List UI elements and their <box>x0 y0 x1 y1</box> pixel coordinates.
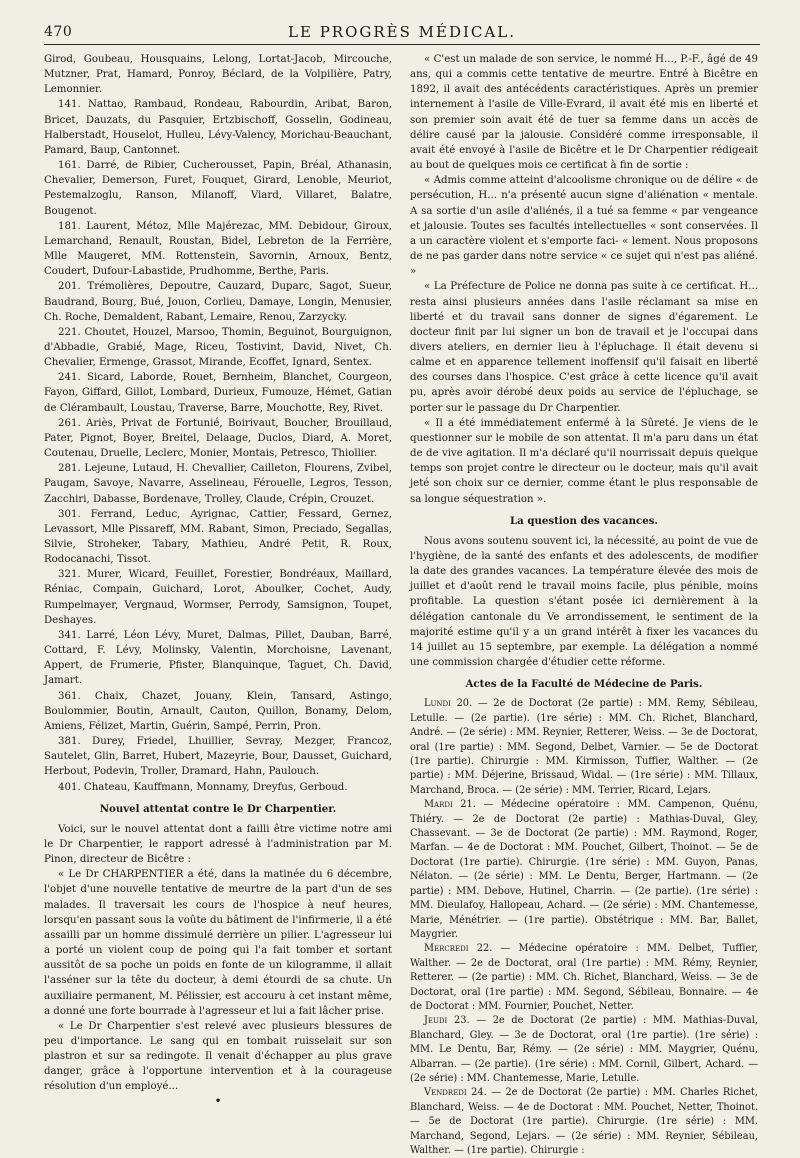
schedule-day: Mardi 21. <box>424 799 476 811</box>
actes-heading: Actes de la Faculté de Médecine de Paris. <box>465 678 703 691</box>
attentat-quote: « Il a été immédiatement enfermé à la Sûreté. Je viens de le questionner sur le mobile de son attentat. Il m'a paru dans un état de de vive agitation. Il m'a déclaré qu'il nourrissait depuis quelque temps son projet contre le directeur ou le docteur, mais qu'il avait jeté son choix sur ce dernier, comme étant le plus responsable de sa longue séquestration ». <box>410 417 758 505</box>
schedule-day: Vendredi 24. <box>424 1087 487 1099</box>
vacances-heading: La question des vacances. <box>510 514 658 527</box>
list-item: 361. Chaix, Chazet, Jouany, Klein, Tansard, Astingo, Boulommier, Boutin, Arnault, Cauton, Quillon, Bonamy, Delom, Amiens, Félizet, Martin, Guérin, Sampé, Perrin, Pron. <box>44 690 392 732</box>
schedule-entry <box>410 798 758 942</box>
list-item: 161. Darré, de Ribier, Cucherousset, Papin, Bréal, Athanasin, Chevalier, Demerson, Furet, Fouquet, Girard, Lenoble, Meuriot, Pestemalzoglu, Ranson, Milanoff, Viard, Villaret, Balatre, Bougenot. <box>44 160 392 217</box>
left-column <box>44 52 392 1108</box>
list-item: 141. Nattao, Rambaud, Rondeau, Rabourdin, Aribat, Baron, Bricet, Dauzats, du Pasquier, Ertzbischoff, Gosselin, Godineau, Halberstadt, Houselot, Hulleu, Lévy-Valency, Morichau-Beauchant, Pamard, Baup, Cantonnet. <box>44 99 392 156</box>
schedule-text: — Médecine opératoire : MM. Delbet, Tuffier, Walther. — 2e de Doctorat, oral (1re partie) : MM. Rémy, Reynier, Retterer. — (2e partie) : MM. Ch. Richet, Blanchard, Weiss. — 3e de Doctorat, oral (1re partie) : MM. Segond, Sébileau, Bonnaire. — 4e de Doctorat : MM. Fournier, Pouchet, Netter. <box>410 943 758 1012</box>
attentat-quote: « Le Dr Charpentier s'est relevé avec plusieurs blessures de peu d'importance. Le sang qui en tombait ruisselait sur son plastron et sur sa redingote. Il venait d'échapper au plus grave danger, grâce à l'opportune intervention et à la courageuse résolution d'un employé... <box>44 1020 392 1093</box>
certificate-quote: « Admis comme atteint d'alcoolisme chronique ou de délire « de persécution, H... n'a présenté aucun signe d'aliénation « mentale. A sa sortie d'un asile d'aliénés, il a tué sa femme « par vengeance et jalousie. Toutes ses facultés intellectuelles « sont conservées. Il a un caractère violent et s'emporte faci- « lement. Nous proposons de ne pas garder dans notre service « ce sujet qui n'est pas aliéné. » <box>410 175 758 278</box>
attentat-intro: Voici, sur le nouvel attentat dont a failli être victime notre ami le Dr Charpentier, le rapport adressé à l'administration par M. Pinon, directeur de Bicêtre : <box>44 823 392 866</box>
schedule-entry <box>410 697 758 798</box>
list-item: 221. Choutet, Houzel, Marsoo, Thomin, Beguinot, Bourguignon, d'Abbadie, Grabié, Mage, Riceu, Tostivint, David, Nivet, Ch. Chevalier, Ermenge, Grassot, Mirande, Ecoffet, Ignard, Sentex. <box>44 326 392 369</box>
faculty-schedule <box>410 697 758 1158</box>
list-item: 261. Ariès, Privat de Fortunié, Boirivaut, Boucher, Brouillaud, Pater, Pignot, Boyer, Breitel, Delaage, Duclos, Diard, A. Moret, Coutenau, Druelle, Leclerc, Monier, Montais, Petresco, Thiollier. <box>44 417 392 460</box>
journal-title: LE PROGRÈS MÉDICAL. <box>288 23 516 41</box>
list-item: 201. Trémolières, Depoutre, Cauzard, Duparc, Sagot, Sueur, Baudrand, Bourg, Bué, Jouon, Corlieu, Damaye, Longin, Menusier, Ch. Roche, Demaldent, Rabant, Lemaire, Renou, Zarzycky. <box>44 281 392 323</box>
schedule-text: — 2e de Doctorat (2e partie) : MM. Mathias-Duval, Blanchard, Gley. — 3e de Doctorat, oral (1re partie). (1re série) : MM. Le Dentu, Bar, Rémy. — (2e série) : MM. Maygrier, Quénu, Albarran. — (2e partie). (1re série) : MM. Cornil, Gilbert, Achard. — (2e série) : MM. Chantemesse, Marie, Letulle. <box>410 1015 758 1084</box>
attentat-quote: « La Préfecture de Police ne donna pas suite à ce certificat. H... resta ainsi plusieurs années dans l'asile réclamant sa mise en liberté et du travail sans donner de signes d'égarement. Le docteur finit par lui signer un bon de travail et je l'occupai dans divers ateliers, en dernier lieu à l'épluchage. Il était devenu si calme et en apparence tellement inoffensif qu'il faisait en liberté des courses dans l'hospice. C'est grâce à cette licence qu'il avait pu, après avoir dérobé deux poids au service de l'épluchage, se porter sur le passage du Dr Charpentier. <box>410 281 758 414</box>
attentat-heading: Nouvel attentat contre le Dr Charpentier. <box>99 802 337 815</box>
schedule-text: — Médecine opératoire : MM. Campenon, Quénu, Thiéry. — 2e de Doctorat (2e partie) : Mathias-Duval, Gley, Chassevant. — 3e de Doctorat (2e partie) : MM. Raymond, Roger, Marfan. — 4e de Doctorat : MM. Pouchet, Gilbert, Thoinot. — 5e de Doctorat (1re partie). Chirurgie. (1re série) : MM. Guyon, Panas, Nélaton. — (2e série) : MM. Le Dentu, Berger, Hartmann. — (2e partie) : MM. Debove, Hutinel, Charrin. — (2e partie). (1re série) : MM. Dieulafoy, Hallopeau, Achard. — (2e série) : MM. Chantemesse, Marie, Ménétrier. — (1re partie). Obstétrique : MM. Bar, Ballet, Maygrier. <box>410 799 758 940</box>
list-item: 281. Lejeune, Lutaud, H. Chevallier, Cailleton, Flourens, Zvibel, Paugam, Savoye, Navarre, Asselineau, Férouelle, Legros, Tesson, Zacchiri, Dabasse, Bordenave, Trolley, Claude, Crépin, Crouzet. <box>44 463 392 505</box>
schedule-entry <box>410 1014 758 1086</box>
schedule-entry <box>410 942 758 1014</box>
attentat-quote: « C'est un malade de son service, le nommé H..., P.-F., âgé de 49 ans, qui a commis cette tentative de meurtre. Entré à Bicêtre en 1892, il avait des antécédents caractéristiques. Après un premier internement à l'asile de Ville-Evrard, il avait été mis en liberté et son premier soin avait été de tuer sa femme dans un accès de délire causé par la jalousie. Considéré comme irresponsable, il avait été envoyé à l'asile de Bicêtre et le Dr Charpentier rédigeait au bout de quelques mois ce certificat à fin de sortie : <box>410 54 758 172</box>
schedule-day: Jeudi 23. <box>424 1015 470 1027</box>
column-end-dot: • <box>214 1093 222 1108</box>
list-item: 241. Sicard, Laborde, Rouet, Bernheim, Blanchet, Courgeon, Fayon, Giffard, Gillot, Lombard, Durieux, Fumouze, Hémet, Gatian de Clérambault, Loustau, Traverse, Barre, Mouchotte, Rey, Rivet. <box>44 372 392 414</box>
schedule-text: — 2e de Doctorat (2e partie) : MM. Remy, Sébileau, Letulle. — (2e partie). (1re série) : MM. Ch. Richet, Blanchard, André. — (2e série) : MM. Reynier, Retterer, Weiss. — 3e de Doctorat, oral (1re partie) : MM. Segond, Delbet, Varnier. — 5e de Doctorat (1re partie). Chirurgie : MM. Kirmisson, Tuffier, Walther. — (2e partie) : MM. Déjerine, Brissaud, Widal. — (1re série) : MM. Tillaux, Marchand, Broca. — (2e série) : MM. Terrier, Ricard, Lejars. <box>410 698 758 796</box>
schedule-day: Lundi 20. <box>424 698 473 710</box>
schedule-text: — 2e de Doctorat (2e partie) : MM. Charles Richet, Blanchard, Weiss. — 4e de Doctorat : MM. Pouchet, Netter, Thoinot. — 5e de Doctorat (1re partie). Chirurgie. (1re série) : MM. Marchand, Segond, Lejars. — (2e série) : MM. Reynier, Sébileau, Walther. — (1re partie). Chirurgie : <box>410 1087 758 1156</box>
attentat-quote: « Le Dr CHARPENTIER a été, dans la matinée du 6 décembre, l'objet d'une nouvelle tentative de meurtre de la part d'un de ses malades. Il traversait les cours de l'hospice à neuf heures, lorsqu'en passant sous la voûte du bâtiment de l'infirmerie, il a été assailli par un homme dissimulé derrière un pilier. L'agresseur lui a porté un violent coup de poing qui l'a fait tomber et sortant aussitôt de sa poche un poids en fonte de un kilogramme, il allait l'asséner sur la tête du docteur, à demi étourdi de sa chute. Un auxiliaire permanent, M. Pélissier, est accouru à cet instant même, a donné une forte bourrade à l'agresseur et lui a fait lâcher prise. <box>44 869 392 1017</box>
list-item: 381. Durey, Friedel, Lhuillier, Sevray, Mezger, Francoz, Sautelet, Glin, Barret, Hubert, Mazeyrie, Bour, Dausset, Guichard, Herbout, Podevin, Troller, Dramard, Hahn, Paulouch. <box>44 736 392 778</box>
list-item: 321. Murer, Wicard, Feuillet, Forestier, Bondréaux, Maillard, Réniac, Compain, Guichard, Lorot, Aboulker, Cochet, Audy, Rumpelmayer, Vergnaud, Wormser, Perrody, Samsignon, Toupet, Deshayes. <box>44 569 392 626</box>
schedule-entry <box>410 1086 758 1158</box>
page-number: 470 <box>44 24 73 40</box>
running-head <box>44 22 760 45</box>
list-item: 301. Ferrand, Leduc, Ayrignac, Cattier, Fessard, Gernez, Levassort, Mlle Pissareff, MM. Rabant, Simon, Preciado, Segallas, Silvie, Stroheker, Tabary, Mathieu, André Petit, R. Roux, Rodocanachi, Tissot. <box>44 508 392 566</box>
vacances-paragraph: Nous avons soutenu souvent ici, la nécessité, au point de vue de l'hygiène, de la santé des enfants et des adolescents, de modifier la date des grandes vacances. La température élevée des mois de juillet et d'août rend le travail moins facile, plus pénible, moins profitable. La question s'étant posée ici dernièrement à la délégation cantonale du Ve arrondissement, le sentiment de la majorité estime qu'il y a un grand intérêt à fixer les vacances du 14 juillet au 15 septembre, par exemple. La délégation a nommé une commission chargée d'étudier cette réforme. <box>410 535 758 669</box>
list-item: 181. Laurent, Métoz, Mlle Majérezac, MM. Debidour, Giroux, Lemarchand, Renault, Roustan, Bidel, Lebreton de la Ferrière, Mlle Maugeret, MM. Rottenstein, Savornin, Arnoux, Bentz, Coudert, Dufour-Labastide, Prudhomme, Berthe, Paris. <box>44 220 392 278</box>
schedule-day: Mercredi 22. <box>424 943 493 955</box>
list-item: Girod, Goubeau, Housquains, Lelong, Lortat-Jacob, Mircouche, Mutzner, Prat, Hamard, Ponroy, Béclard, de la Volpilière, Patry, Lemonnier. <box>44 54 392 96</box>
list-item: 401. Chateau, Kauffmann, Monnamy, Dreyfus, Gerboud. <box>58 781 348 793</box>
list-item: 341. Larré, Léon Lévy, Muret, Dalmas, Pillet, Dauban, Barré, Cottard, F. Lévy, Molinsky, Valentin, Morchoisne, Lavenant, Appert, de Frumerie, Pfister, Blanquinque, Taguet, Ch. David, Jamart. <box>44 629 392 687</box>
right-column <box>410 52 758 1156</box>
